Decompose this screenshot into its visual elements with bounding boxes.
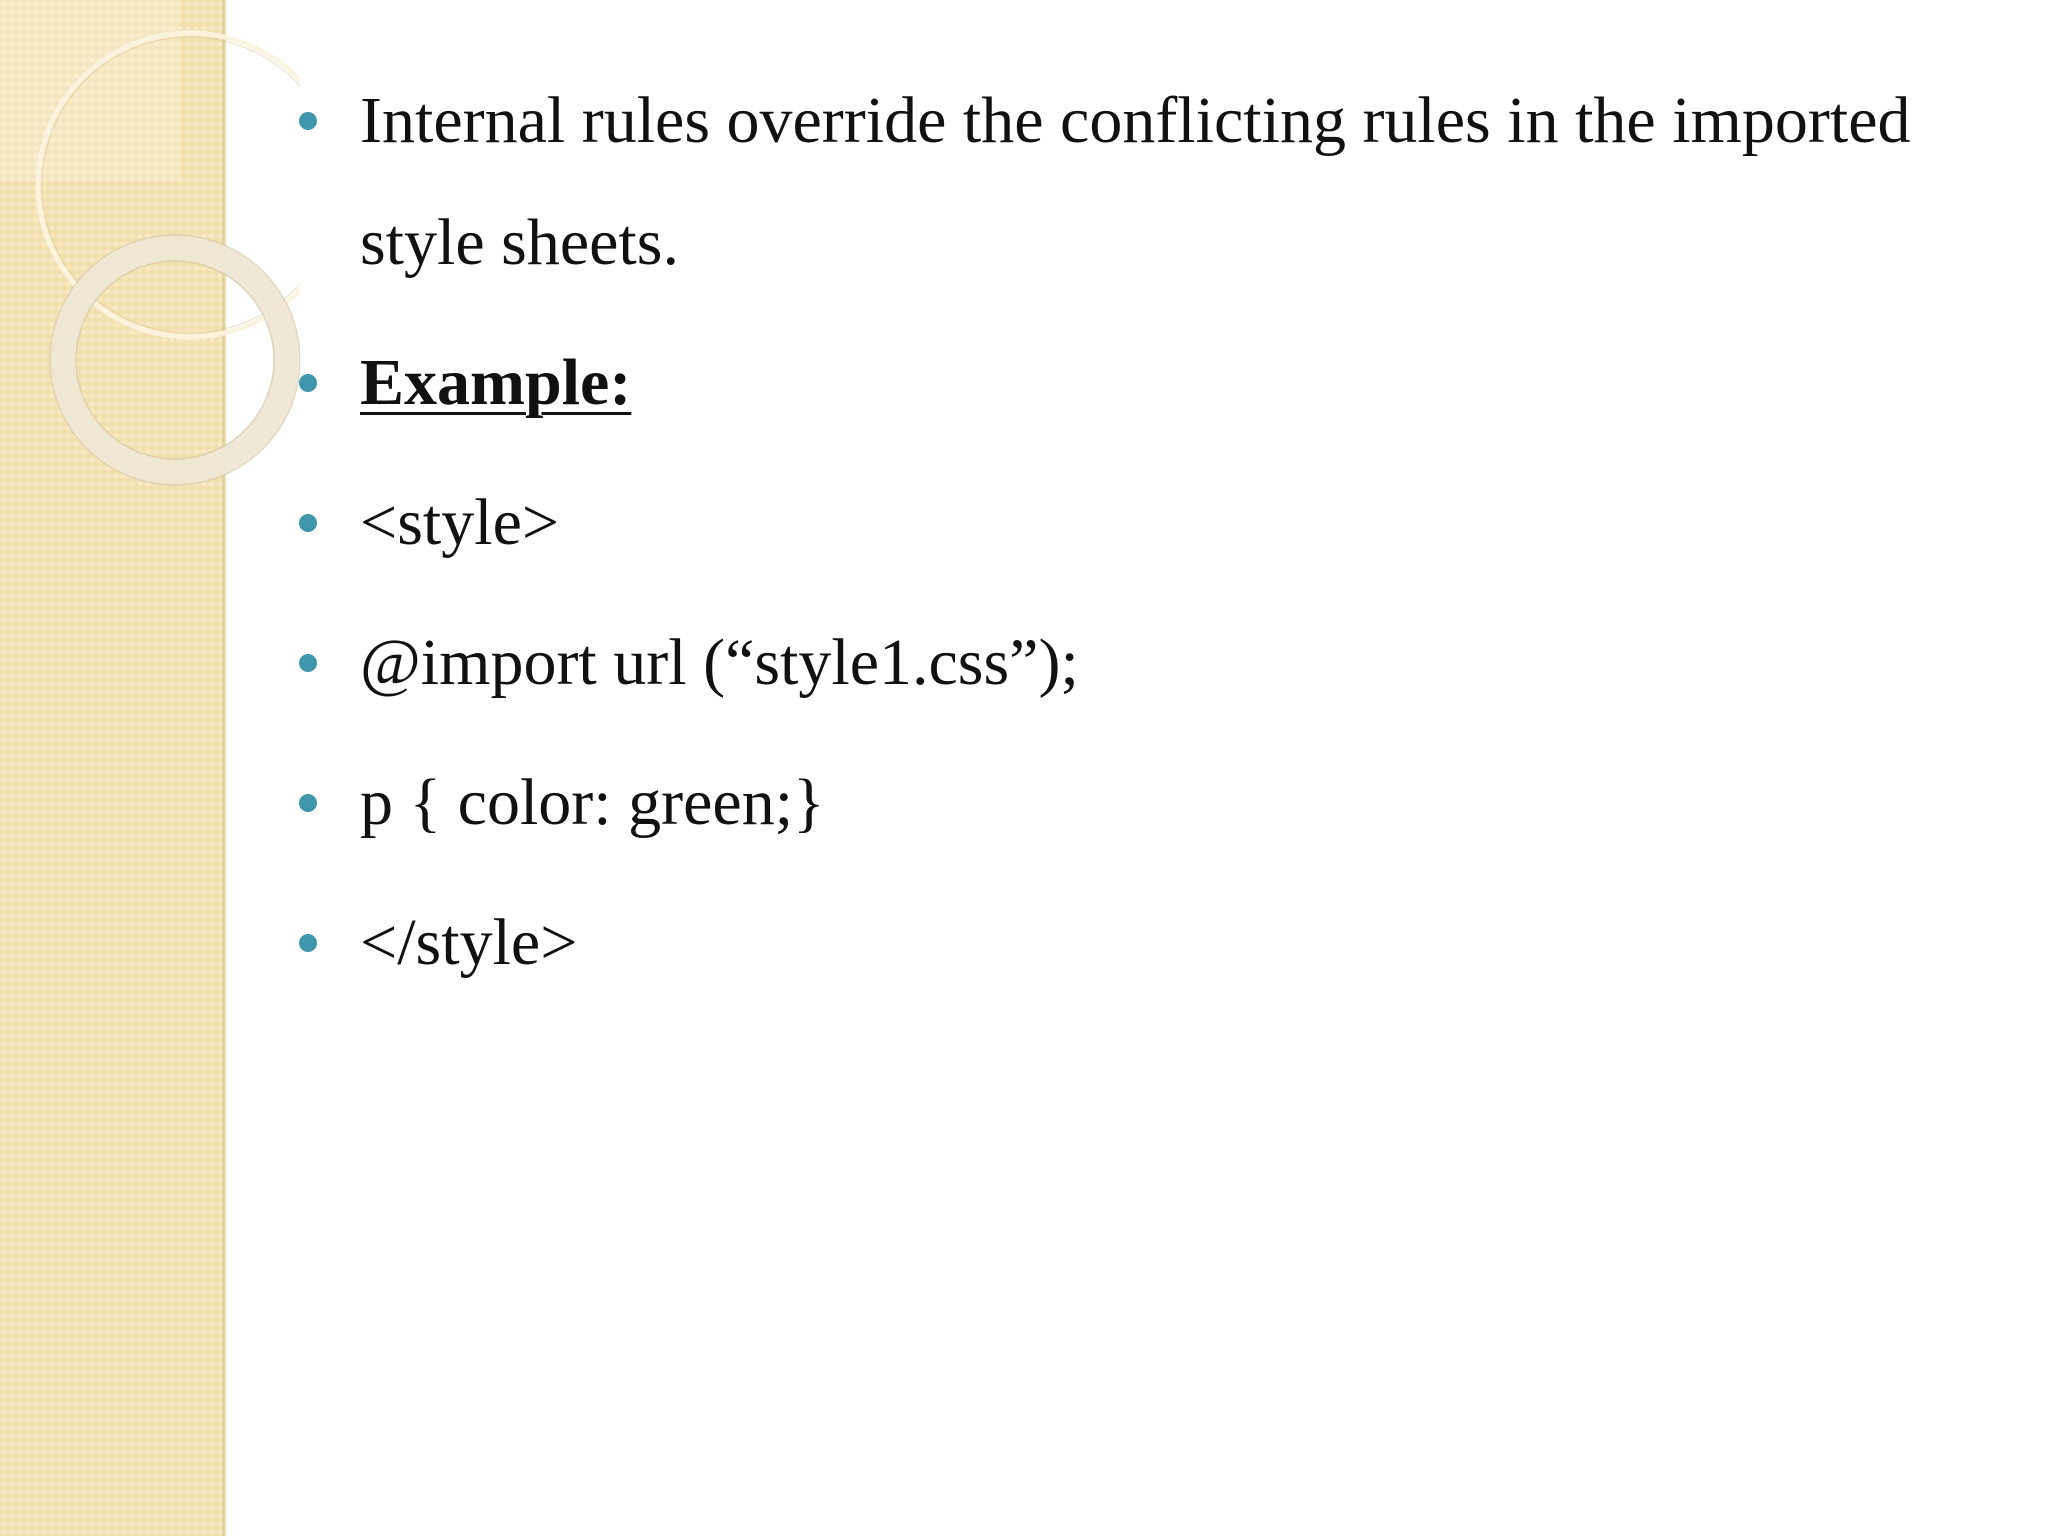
example-heading: Example: xyxy=(360,346,632,419)
bullet-item-style-close xyxy=(290,882,1950,1004)
bullet-dot-icon xyxy=(299,934,317,952)
bullet-dot-icon xyxy=(299,514,317,532)
slide-content xyxy=(290,60,1950,1022)
bullet-item-style-open xyxy=(290,462,1950,584)
bullet-text: Internal rules override the conflicting rules in the imported style sheets. xyxy=(360,84,1911,279)
bullet-dot-icon xyxy=(299,112,317,130)
bullet-item-internal-rules xyxy=(290,60,1950,304)
decorative-rings-graphic xyxy=(0,0,300,520)
bullet-dot-icon xyxy=(299,654,317,672)
bullet-dot-icon xyxy=(299,374,317,392)
bullet-item-import xyxy=(290,602,1950,724)
bullet-dot-icon xyxy=(299,794,317,812)
code-line: <style> xyxy=(360,486,560,559)
bullet-item-p-rule xyxy=(290,742,1950,864)
code-line: p { color: green;} xyxy=(360,766,825,839)
code-line: </style> xyxy=(360,906,578,979)
code-line: @import url (“style1.css”); xyxy=(360,626,1079,699)
bullet-item-example-heading xyxy=(290,322,1950,444)
